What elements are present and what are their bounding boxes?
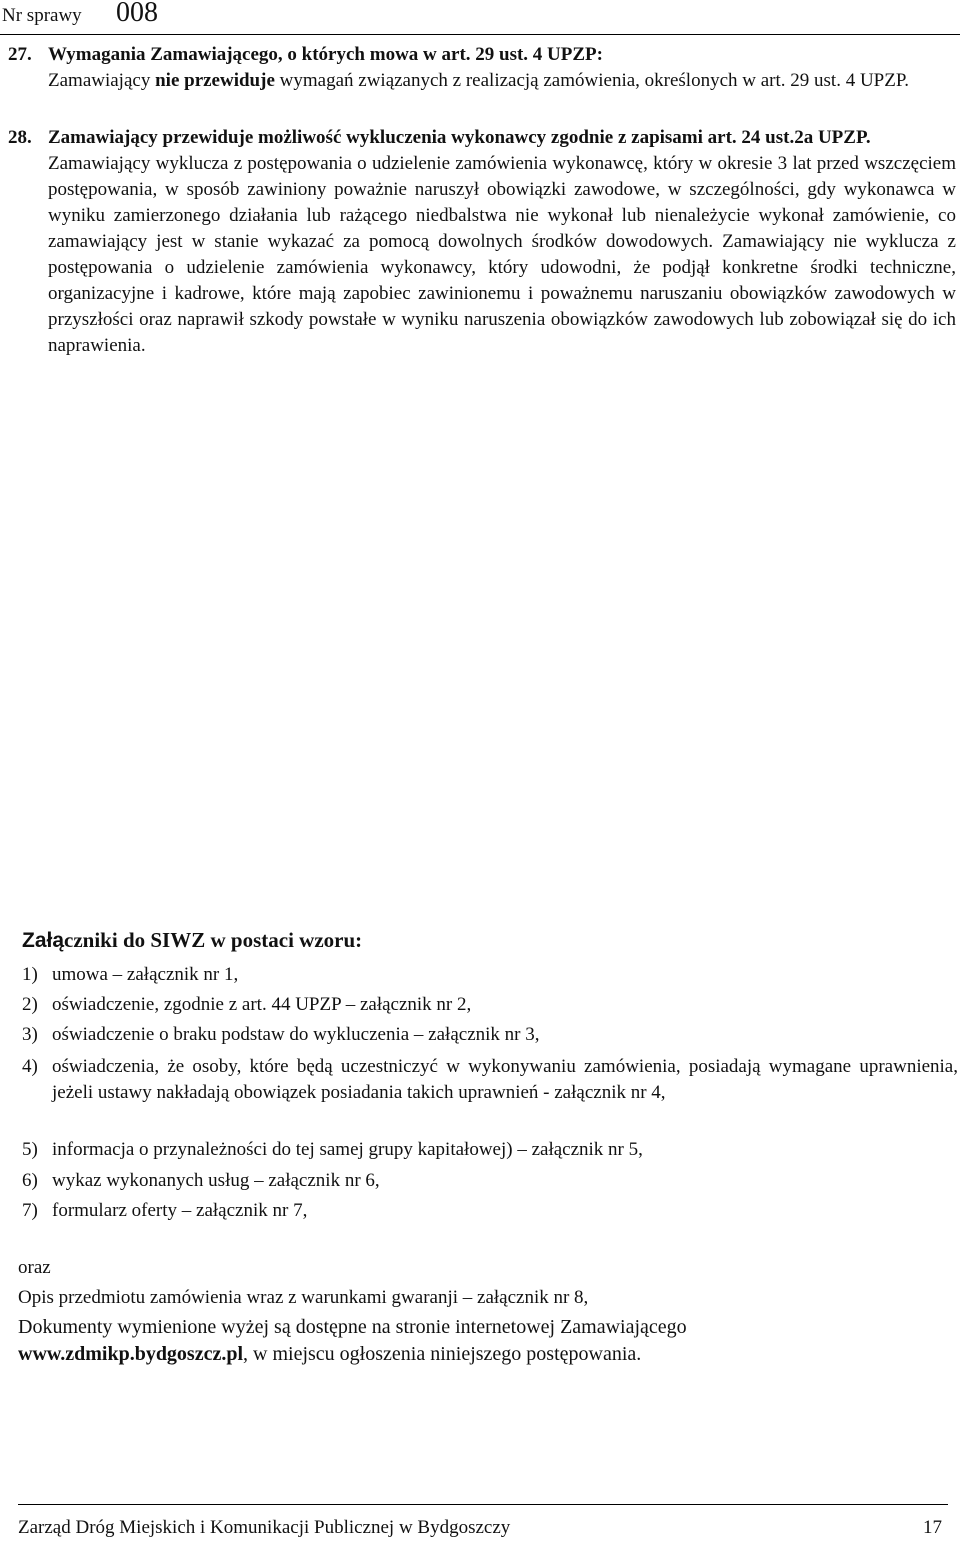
section-27-number: 27. xyxy=(8,44,32,65)
website-line xyxy=(18,1341,958,1367)
attachment-item-number: 5) xyxy=(22,1139,38,1160)
attachment-item-text: oświadczenie o braku podstaw do wykluczenia – załącznik nr 3, xyxy=(52,1024,540,1045)
attachment-item-2 xyxy=(22,992,958,1018)
attachment-item-number: 6) xyxy=(22,1170,38,1191)
attachment-item-number: 7) xyxy=(22,1200,38,1221)
section-28-body: Zamawiający wyklucza z postępowania o udzielenie zamówienia wykonawcę, który w okresie 3 lat przed wszczęciem postępowania, w sposób zawiniony poważnie naruszył obowiązki zawodowe, w szczególności, gdy wykonawca w wyniku zamierzonego działania lub rażącego niedbalstwa nie wykonał lub nienależycie wykonał zamówienie, co zamawiający jest w stanie wykazać za pomocą dowolnych środków dowodowych. Zamawiający nie wyklucza z postępowania o udzielenie zamówienia wykonawcy, który udowodni, że podjął konkretne środki techniczne, organizacyjne i kadrowe, które mają zapobiec zawinionemu i poważnemu naruszaniu obowiązków zawodowych w przyszłości oraz naprawił szkody powstałe w wyniku naruszenia obowiązków zawodowych lub zobowiązał się do ich naprawienia. xyxy=(48,153,956,356)
attachment-item-4 xyxy=(22,1054,958,1106)
section-27-title-text: Wymagania Zamawiającego, o których mowa w art. 29 ust. 4 UPZP: xyxy=(48,44,603,65)
case-number-value: 008 xyxy=(116,0,158,28)
attachment-item-text: oświadczenie, zgodnie z art. 44 UPZP – załącznik nr 2, xyxy=(52,994,472,1015)
section-28-number: 28. xyxy=(8,127,32,148)
website-suffix: , w miejscu ogłoszenia niniejszego postępowania. xyxy=(243,1343,642,1365)
attachment-item-5 xyxy=(22,1137,958,1163)
section-28 xyxy=(8,125,956,359)
attachment-item-number: 1) xyxy=(22,964,38,985)
attachment-item-number: 3) xyxy=(22,1024,38,1045)
attachment-item-text: wykaz wykonanych usług – załącznik nr 6, xyxy=(52,1170,380,1191)
section-27-body-suffix: wymagań związanych z realizacją zamówienia, określonych w art. 29 ust. 4 UPZP. xyxy=(274,70,910,91)
section-27-body-bold: nie przewiduje xyxy=(155,70,275,91)
section-27 xyxy=(8,42,956,94)
attachment-item-text: oświadczenia, że osoby, które będą uczestniczyć w wykonywaniu zamówienia, posiadają wymagane uprawnienia, jeżeli ustawy nakładają obowiązek posiadania takich uprawnień - załącznik nr 4, xyxy=(52,1056,958,1103)
attachment-item-number: 4) xyxy=(22,1056,38,1077)
section-27-body-prefix: Zamawiający xyxy=(48,70,156,91)
attachment-item-text: umowa – załącznik nr 1, xyxy=(52,964,239,985)
section-28-title-text: Zamawiający przewiduje możliwość wykluczenia wykonawcy zgodnie z zapisami art. 24 ust.2a UPZP. xyxy=(48,127,871,148)
attachment-item-number: 2) xyxy=(22,994,38,1015)
section-27-body xyxy=(8,68,956,94)
attachment-item-1 xyxy=(22,962,958,988)
oraz-text: oraz xyxy=(18,1257,51,1278)
section-28-title xyxy=(8,125,956,151)
page-header xyxy=(0,0,960,35)
footer-organization: Zarząd Dróg Miejskich i Komunikacji Publicznej w Bydgoszczy xyxy=(18,1517,511,1538)
section-27-title xyxy=(8,42,956,68)
attachment-item-3 xyxy=(22,1022,958,1048)
attachment-item-6 xyxy=(22,1168,958,1194)
attachment-item-text: formularz oferty – załącznik nr 7, xyxy=(52,1200,308,1221)
attachment-item-text: informacja o przynależności do tej samej grupy kapitałowej) – załącznik nr 5, xyxy=(52,1139,643,1160)
attachments-title-part-b: czniki do SIWZ w postaci wzoru: xyxy=(64,928,363,952)
opis-attachment-line: Opis przedmiotu zamówienia wraz z warunkami gwaranji – załącznik nr 8, xyxy=(18,1287,589,1308)
website-link[interactable]: www.zdmikp.bydgoszcz.pl xyxy=(18,1343,244,1365)
attachment-item-7 xyxy=(22,1198,958,1224)
case-number-label: Nr sprawy xyxy=(2,5,82,26)
attachments-title xyxy=(22,927,362,954)
documents-availability-text: Dokumenty wymienione wyżej są dostępne na stronie internetowej Zamawiającego xyxy=(18,1316,687,1338)
page-footer xyxy=(18,1504,948,1538)
attachments-title-part-a: Załą xyxy=(22,929,65,952)
page-number: 17 xyxy=(923,1517,942,1538)
